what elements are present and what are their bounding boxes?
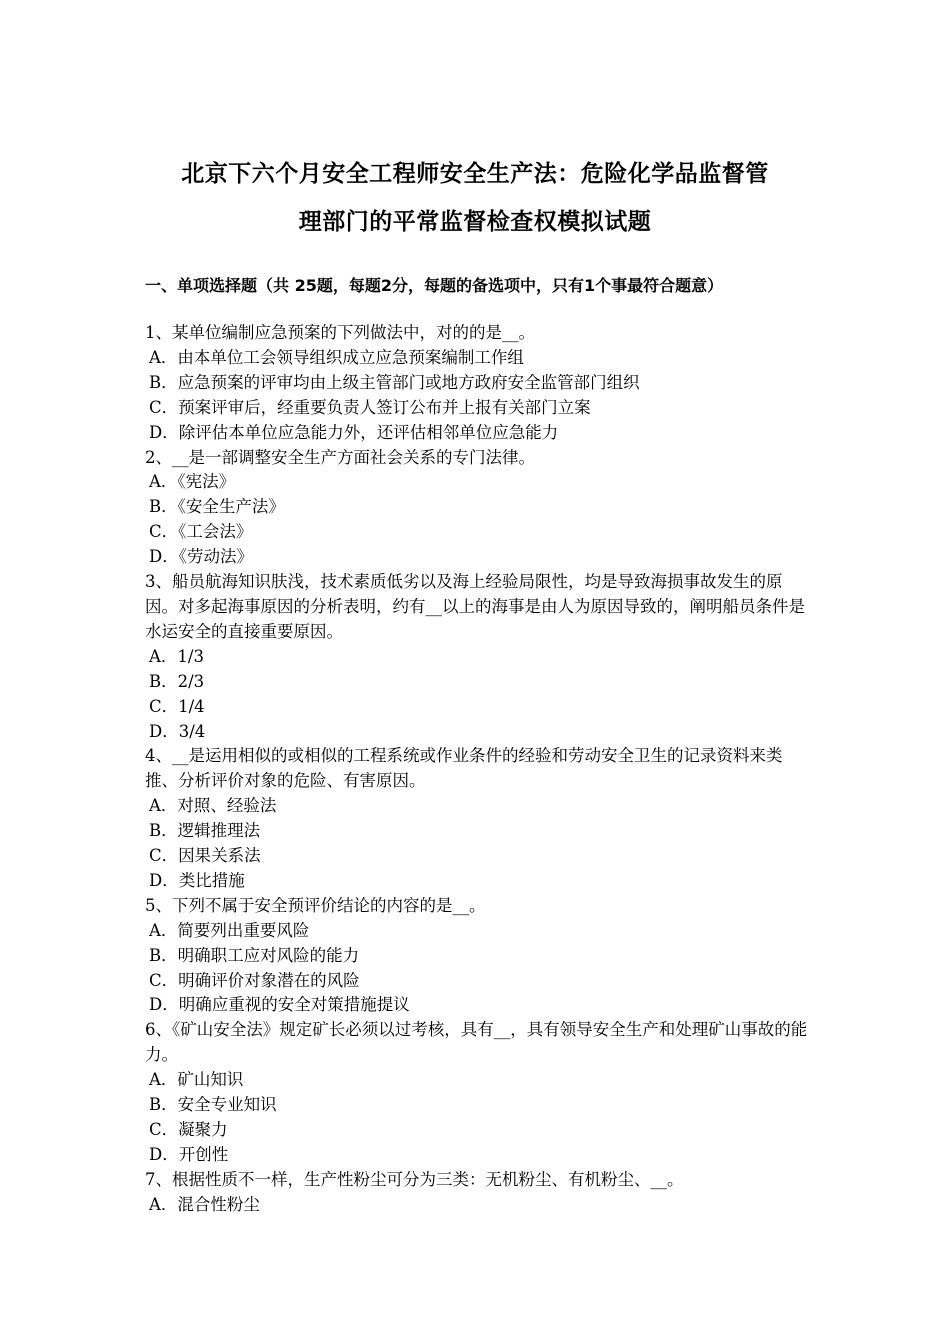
option-d: D．除评估本单位应急能力外，还评估相邻单位应急能力 xyxy=(149,422,559,442)
option-d: D．明确应重视的安全对策措施提议 xyxy=(149,995,410,1015)
option-c: C．明确评价对象潜在的风险 xyxy=(149,970,360,990)
option-c: C．预案评审后，经重要负责人签订公布并上报有关部门立案 xyxy=(149,397,591,417)
question-stem: 3、船员航海知识肤浅，技术素质低劣以及海上经验局限性，均是导致海损事故发生的原因。对多起海事原因的分析表明，约有__以上的海事是由人为原因导致的，阐明船员条件是水运安全的直接重要原因。 xyxy=(145,572,805,641)
question-6 xyxy=(145,1018,810,1167)
question-3 xyxy=(145,570,810,744)
option-d: D．3/4 xyxy=(149,721,206,741)
option-b: B．2/3 xyxy=(149,671,205,691)
option-b: B．安全专业知识 xyxy=(149,1095,277,1115)
question-stem: 7、根据性质不一样，生产性粉尘可分为三类：无机粉尘、有机粉尘、__。 xyxy=(145,1169,684,1189)
option-c: C．因果关系法 xyxy=(149,846,261,866)
option-a: A．简要列出重要风险 xyxy=(149,920,310,940)
option-c: C．《工会法》 xyxy=(149,522,253,542)
option-a: A．由本单位工会领导组织成立应急预案编制工作组 xyxy=(149,347,524,367)
option-a: A．混合性粉尘 xyxy=(149,1194,260,1214)
option-b: B．明确职工应对风险的能力 xyxy=(149,945,360,965)
question-stem: 4、__是运用相似的或相似的工程系统或作业条件的经验和劳动安全卫生的记录资料来类推、分析评价对象的危险、有害原因。 xyxy=(145,746,783,791)
question-7 xyxy=(145,1168,810,1218)
option-c: C．1/4 xyxy=(149,696,205,716)
option-b: B．《安全生产法》 xyxy=(149,497,285,517)
question-stem: 5、下列不属于安全预评价结论的内容的是__。 xyxy=(145,895,486,915)
question-1 xyxy=(145,321,810,446)
question-stem: 2、__是一部调整安全生产方面社会关系的专门法律。 xyxy=(145,447,535,467)
question-stem: 6、《矿山安全法》规定矿长必须以过考核，具有__，具有领导安全生产和处理矿山事故的能力。 xyxy=(145,1020,808,1065)
title-line-1: 北京下六个月安全工程师安全生产法：危险化学品监督管 xyxy=(181,161,769,187)
option-d: D．开创性 xyxy=(149,1144,229,1164)
question-list xyxy=(145,321,810,1218)
option-d: D．类比措施 xyxy=(149,870,245,890)
option-b: B．应急预案的评审均由上级主管部门或地方政府安全监管部门组织 xyxy=(149,372,640,392)
option-d: D．《劳动法》 xyxy=(149,547,253,567)
option-a: A．对照、经验法 xyxy=(149,796,277,816)
option-c: C．凝聚力 xyxy=(149,1120,228,1139)
question-2 xyxy=(145,446,810,571)
document-title xyxy=(130,150,820,246)
question-stem: 1、某单位编制应急预案的下列做法中，对的的是__。 xyxy=(145,323,535,342)
title-line-2: 理部门的平常监督检查权模拟试题 xyxy=(298,209,652,235)
option-a: A．《宪法》 xyxy=(149,472,236,492)
option-a: A．1/3 xyxy=(149,646,204,666)
question-4 xyxy=(145,744,810,893)
option-a: A．矿山知识 xyxy=(149,1070,244,1090)
section-heading: 一、单项选择题（共 25题，每题2分，每题的备选项中，只有1个事最符合题意） xyxy=(145,276,724,295)
question-5 xyxy=(145,894,810,1019)
option-b: B．逻辑推理法 xyxy=(149,821,261,841)
